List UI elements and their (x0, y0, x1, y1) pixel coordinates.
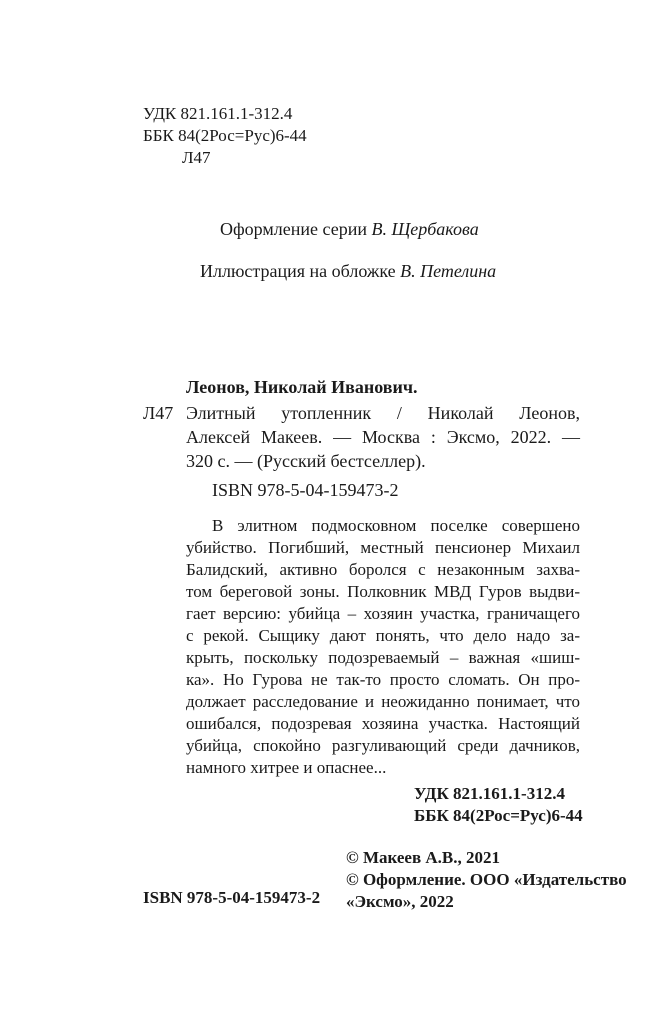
annotation-line: гает версию: убийца – хозяин участка, граничащего (186, 604, 580, 623)
copyright-line: © Оформление. ООО «Издательство (346, 870, 627, 889)
annotation-line: В элитном подмосковном поселке совершено (212, 516, 580, 535)
catalog-author-mark: Л47 (143, 403, 174, 423)
copyright-line: © Макеев А.В., 2021 (346, 848, 501, 867)
catalog-author-heading: Леонов, Николай Иванович. (186, 377, 418, 397)
annotation-line: том береговой зоны. Полковник МВД Гуров выдви- (186, 582, 580, 601)
annotation-line: убийца, спокойно разгуливающий среди дачников, (186, 736, 580, 755)
footer-bbk-code: ББК 84(2Рос=Рус)6-44 (414, 806, 583, 825)
catalog-entry-line: 320 с. — (Русский бестселлер). (186, 451, 426, 471)
annotation-line: ка». Но Гурова не так-то просто сломать. Он про- (186, 670, 580, 689)
catalog-isbn: ISBN 978-5-04-159473-2 (212, 480, 399, 500)
footer-udk-code: УДК 821.161.1-312.4 (414, 784, 565, 803)
cover-illustration-credit (200, 261, 496, 282)
annotation-line: намного хитрее и опаснее... (186, 758, 387, 777)
annotation-line: крыть, поскольку подозреваемый – важная «шиш- (186, 648, 580, 667)
udk-code: УДК 821.161.1-312.4 (143, 104, 293, 123)
series-design-credit (220, 219, 479, 240)
copyright-isbn: ISBN 978-5-04-159473-2 (143, 888, 321, 907)
series-design-label: Оформление серии (220, 219, 367, 239)
annotation-line: убийство. Погибший, местный пенсионер Михаил (186, 538, 580, 557)
annotation-line: с рекой. Сыщику дают понять, что дело надо за- (186, 626, 580, 645)
catalog-entry-line: Элитный утопленник / Николай Леонов, (186, 403, 580, 423)
annotation-line: должает расследование и неожиданно понимает, что (186, 692, 580, 711)
cover-illustration-name: В. Петелина (400, 261, 497, 281)
annotation-line: ошибался, подозревая хозяина участка. Настоящий (186, 714, 580, 733)
copyright-line: «Эксмо», 2022 (346, 892, 454, 911)
annotation-line: Балидский, активно боролся с незаконным захва- (186, 560, 580, 579)
catalog-entry-line: Алексей Макеев. — Москва : Эксмо, 2022. — (186, 427, 580, 447)
series-design-name: В. Щербакова (371, 219, 479, 239)
bbk-code: ББК 84(2Рос=Рус)6-44 (143, 126, 307, 145)
author-mark: Л47 (182, 148, 211, 167)
cover-illustration-label: Иллюстрация на обложке (200, 261, 396, 281)
